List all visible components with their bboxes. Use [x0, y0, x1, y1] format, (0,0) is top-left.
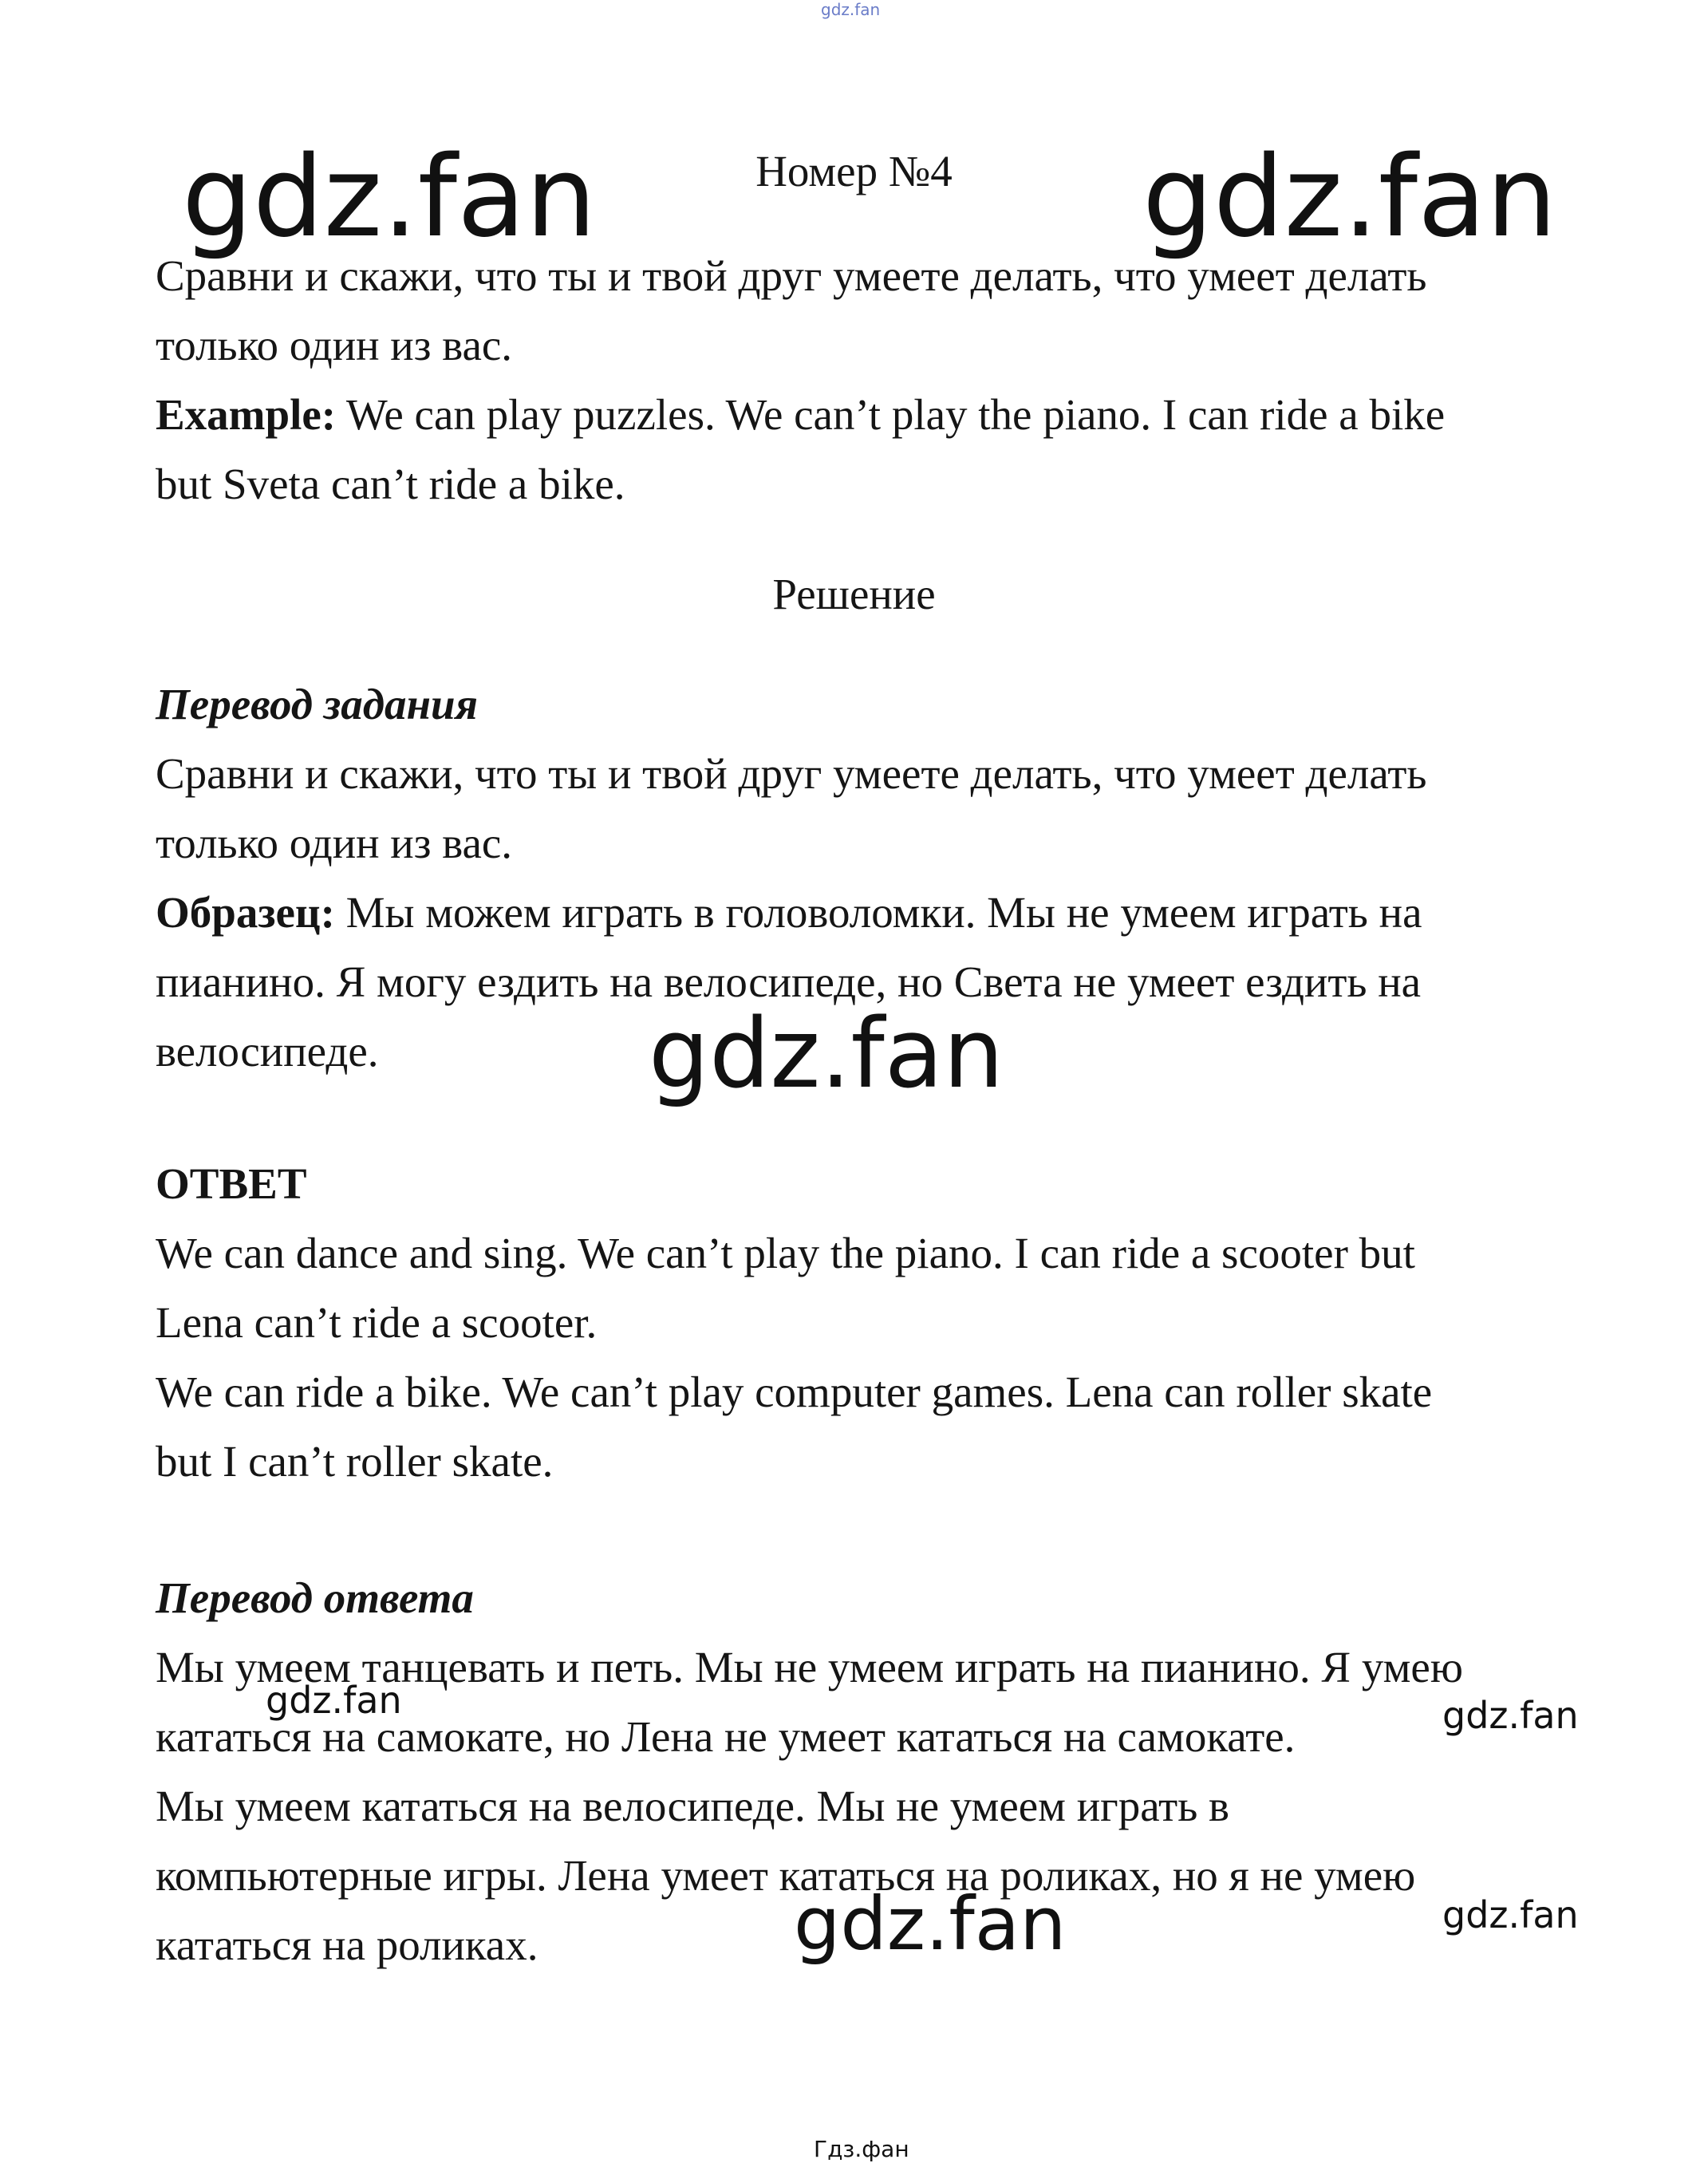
answer-translation-line-4: компьютерные игры. Лена умеет кататься на роликах, но я не умею: [156, 1851, 1416, 1900]
translation-line-2: только один из вас.: [156, 819, 513, 867]
answer-line-4: but I can’t roller skate.: [156, 1437, 554, 1486]
footer-text: Гдз.фан: [814, 2136, 909, 2162]
answer-translation-line-2: кататься на самокате, но Лена не умеет кататься на самокате.: [156, 1712, 1296, 1761]
watermark-middle: gdz.fan: [649, 999, 1004, 1110]
watermark-small-left: gdz.fan: [266, 1679, 402, 1722]
answer-translation-line-1: Мы умеем танцевать и петь. Мы не умеем играть на пианино. Я умею: [156, 1643, 1463, 1691]
top-watermark: gdz.fan: [821, 0, 881, 19]
task-line-2: только один из вас.: [156, 321, 513, 369]
sample-line-2: пианино. Я могу ездить на велосипеде, но Света не умеет ездить на: [156, 957, 1422, 1006]
example-line-2: but Sveta can’t ride a bike.: [156, 460, 625, 508]
example-paragraph: [156, 390, 1446, 439]
watermark-small-right-2: gdz.fan: [1442, 1893, 1579, 1936]
answer-translation-line-5: кататься на роликах.: [156, 1920, 538, 1969]
answer-line-3: We can ride a bike. We can’t play computer games. Lena can roller skate: [156, 1368, 1433, 1416]
example-label: Example:: [156, 390, 337, 439]
example-text: We can play puzzles. We can’t play the piano. I can ride a bike: [336, 390, 1446, 439]
sample-label: Образец:: [156, 888, 335, 937]
task-line-1: Сравни и скажи, что ты и твой друг умеете делать, что умеет делать: [156, 251, 1427, 300]
solution-heading: Решение: [772, 570, 936, 618]
answer-line-1: We can dance and sing. We can’t play the piano. I can ride a scooter but: [156, 1229, 1415, 1277]
watermark-top-left: gdz.fan: [182, 132, 597, 262]
answer-translation-line-3: Мы умеем кататься на велосипеде. Мы не умеем играть в: [156, 1782, 1230, 1830]
translation-line-1: Сравни и скажи, что ты и твой друг умеете делать, что умеет делать: [156, 749, 1427, 798]
answer-translation-heading: Перевод ответа: [156, 1573, 474, 1622]
watermark-small-right-1: gdz.fan: [1442, 1694, 1579, 1737]
answer-line-2: Lena can’t ride a scooter.: [156, 1298, 598, 1347]
answer-heading: ОТВЕТ: [156, 1159, 307, 1208]
page-title: Номер №4: [755, 147, 953, 195]
sample-line-3: велосипеде.: [156, 1027, 379, 1076]
translation-heading: Перевод задания: [156, 680, 478, 728]
sample-text: Мы можем играть в головоломки. Мы не умеем играть на: [334, 888, 1422, 937]
watermark-top-right: gdz.fan: [1142, 132, 1557, 262]
sample-paragraph: [156, 888, 1422, 937]
watermark-bottom: gdz.fan: [794, 1881, 1067, 1967]
